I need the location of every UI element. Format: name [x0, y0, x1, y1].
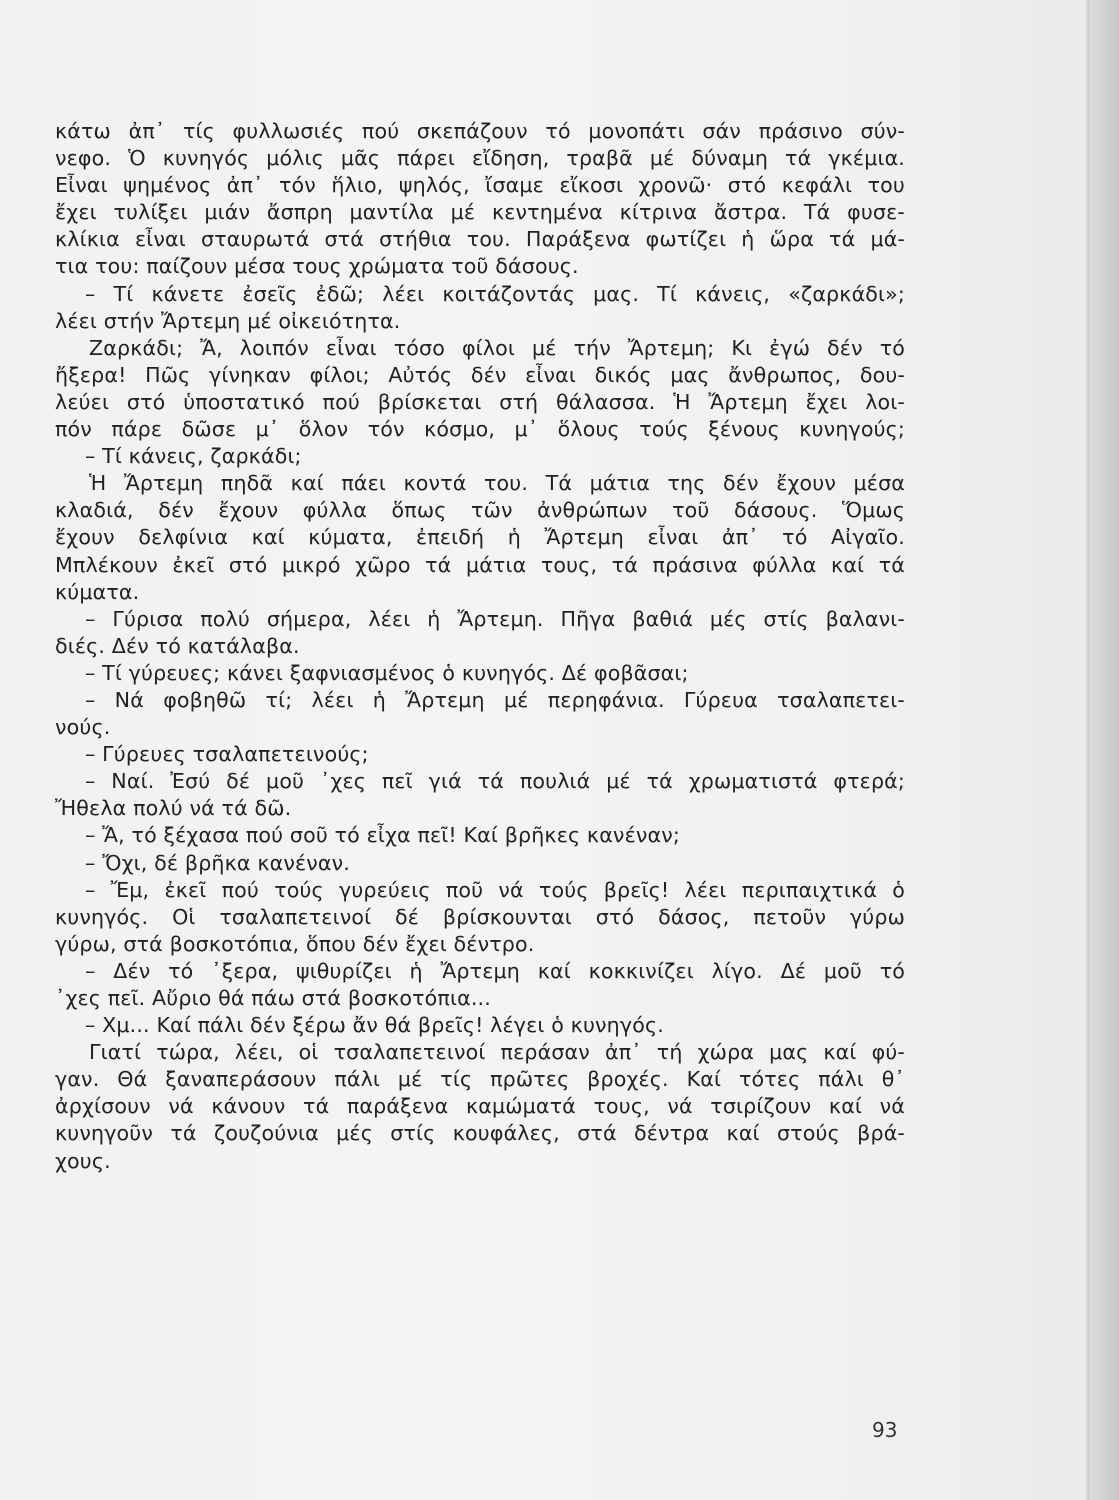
text-line: – Ὄχι, δέ βρῆκα κανέναν.: [85, 850, 351, 875]
text-line: κλαδιά, δέν ἔχουν φύλλα ὅπως τῶν ἀνθρώπων τοῦ δάσους. Ὅμως: [55, 498, 905, 523]
text-line: κυνηγός. Οἱ τσαλαπετεινοί δέ βρίσκουνται στό δάσος, πετοῦν γύρω: [55, 904, 905, 929]
page-number: 93: [872, 1418, 898, 1442]
binding-edge: [1090, 0, 1119, 1500]
text-line: – Ἄ, τό ξέχασα πού σοῦ τό εἶχα πεῖ! Καί βρῆκες κανέναν;: [85, 823, 680, 848]
text-line: – Τί κάνετε ἐσεῖς ἐδῶ; λέει κοιτάζοντάς μας. Τί κάνεις, «ζαρκάδι»;: [85, 281, 905, 306]
text-line: – Ἔμ, ἐκεῖ πού τούς γυρεύεις ποῦ νά τούς βρεῖς! λέει περιπαιχτικά ὁ: [85, 877, 905, 902]
text-line: νούς.: [55, 715, 111, 740]
text-line: κάτω ἀπ᾿ τίς φυλλωσιές πού σκεπάζουν τό μονοπάτι σάν πράσινο σύν-: [55, 119, 905, 143]
text-line: ἔχει τυλίξει μιάν ἄσπρη μαντίλα μέ κεντημένα κίτρινα ἄστρα. Τά φυσε-: [55, 200, 905, 225]
text-line: τια του: παίζουν μέσα τους χρώματα τοῦ δάσους.: [55, 254, 579, 279]
text-line: Γιατί τώρα, λέει, οἱ τσαλαπετεινοί περάσαν ἀπ᾿ τή χώρα μας καί φύ-: [89, 1040, 905, 1065]
text-line: λεύει στό ὑποστατικό πού βρίσκεται στή θάλασσα. Ἡ Ἄρτεμη ἔχει λοι-: [55, 389, 905, 414]
text-line: – Χμ... Καί πάλι δέν ξέρω ἄν θά βρεῖς! λέγει ὁ κυνηγός.: [85, 1013, 664, 1038]
text-line: κυνηγοῦν τά ζουζούνια μές στίς κουφάλες, στά δέντρα καί στούς βρά-: [55, 1121, 905, 1146]
text-line: Ἡ Ἄρτεμη πηδᾶ καί πάει κοντά του. Τά μάτια της δέν ἔχουν μέσα: [89, 471, 905, 496]
text-line: κύματα.: [55, 579, 140, 604]
text-line: χους.: [55, 1148, 111, 1173]
text-line: ἤξερα! Πῶς γίνηκαν φίλοι; Αὐτός δέν εἶναι δικός μας ἄνθρωπος, δου-: [55, 362, 905, 387]
text-line: διές. Δέν τό κατάλαβα.: [55, 633, 300, 658]
text-line: Μπλέκουν ἐκεῖ στό μικρό χῶρο τά μάτια τους, τά πράσινα φύλλα καί τά: [55, 552, 905, 577]
text-line: Ζαρκάδι; Ἄ, λοιπόν εἶναι τόσο φίλοι μέ τήν Ἄρτεμη; Κι ἐγώ δέν τό: [89, 335, 905, 360]
text-line: – Γύρισα πολύ σήμερα, λέει ἡ Ἄρτεμη. Πῆγα βαθιά μές στίς βαλανι-: [85, 606, 905, 631]
text-line: – Γύρευες τσαλαπετεινούς;: [85, 742, 369, 767]
text-line: γύρω, στά βοσκοτόπια, ὅπου δέν ἔχει δέντρο.: [55, 931, 535, 956]
text-line: ᾿χες πεῖ. Αὔριο θά πάω στά βοσκοτόπια...: [55, 986, 491, 1010]
body-text: [55, 118, 905, 1175]
text-line: Ἤθελα πολύ νά τά δῶ.: [55, 796, 292, 821]
text-line: ἔχουν δελφίνια καί κύματα, ἐπειδή ἡ Ἄρτεμη εἶναι ἀπ᾿ τό Αἰγαῖο.: [55, 525, 905, 550]
text-line: νεφο. Ὁ κυνηγός μόλις μᾶς πάρει εἴδηση, τραβᾶ μέ δύναμη τά γκέμια.: [55, 146, 905, 171]
text-line: πόν πάρε δῶσε μ᾿ ὅλον τόν κόσμο, μ᾿ ὅλους τούς ξένους κυνηγούς;: [55, 417, 905, 442]
text-line: ἀρχίσουν νά κάνουν τά παράξενα καμώματά τους, νά τσιρίζουν καί νά: [55, 1094, 905, 1119]
text-line: – Τί κάνεις, ζαρκάδι;: [85, 444, 302, 469]
text-line: κλίκια εἶναι σταυρωτά στά στήθια του. Παράξενα φωτίζει ἡ ὥρα τά μά-: [55, 227, 905, 252]
text-line: γαν. Θά ξαναπεράσουν πάλι μέ τίς πρῶτες βροχές. Καί τότες πάλι θ᾿: [55, 1067, 905, 1092]
text-line: – Ναί. Ἐσύ δέ μοῦ ᾿χες πεῖ γιά τά πουλιά μέ τά χρωματιστά φτερά;: [85, 769, 905, 794]
text-line: λέει στήν Ἄρτεμη μέ οἰκειότητα.: [55, 308, 401, 333]
text-line: Εἶναι ψημένος ἀπ᾿ τόν ἥλιο, ψηλός, ἴσαμε εἴκοσι χρονῶ· στό κεφάλι του: [55, 173, 905, 198]
text-line: – Νά φοβηθῶ τί; λέει ἡ Ἄρτεμη μέ περηφάνια. Γύρευα τσαλαπετει-: [85, 687, 905, 712]
text-line: – Δέν τό ᾿ξερα, ψιθυρίζει ἡ Ἄρτεμη καί κοκκινίζει λίγο. Δέ μοῦ τό: [85, 958, 905, 983]
text-line: – Τί γύρευες; κάνει ξαφνιασμένος ὁ κυνηγός. Δέ φοβᾶσαι;: [85, 660, 689, 685]
